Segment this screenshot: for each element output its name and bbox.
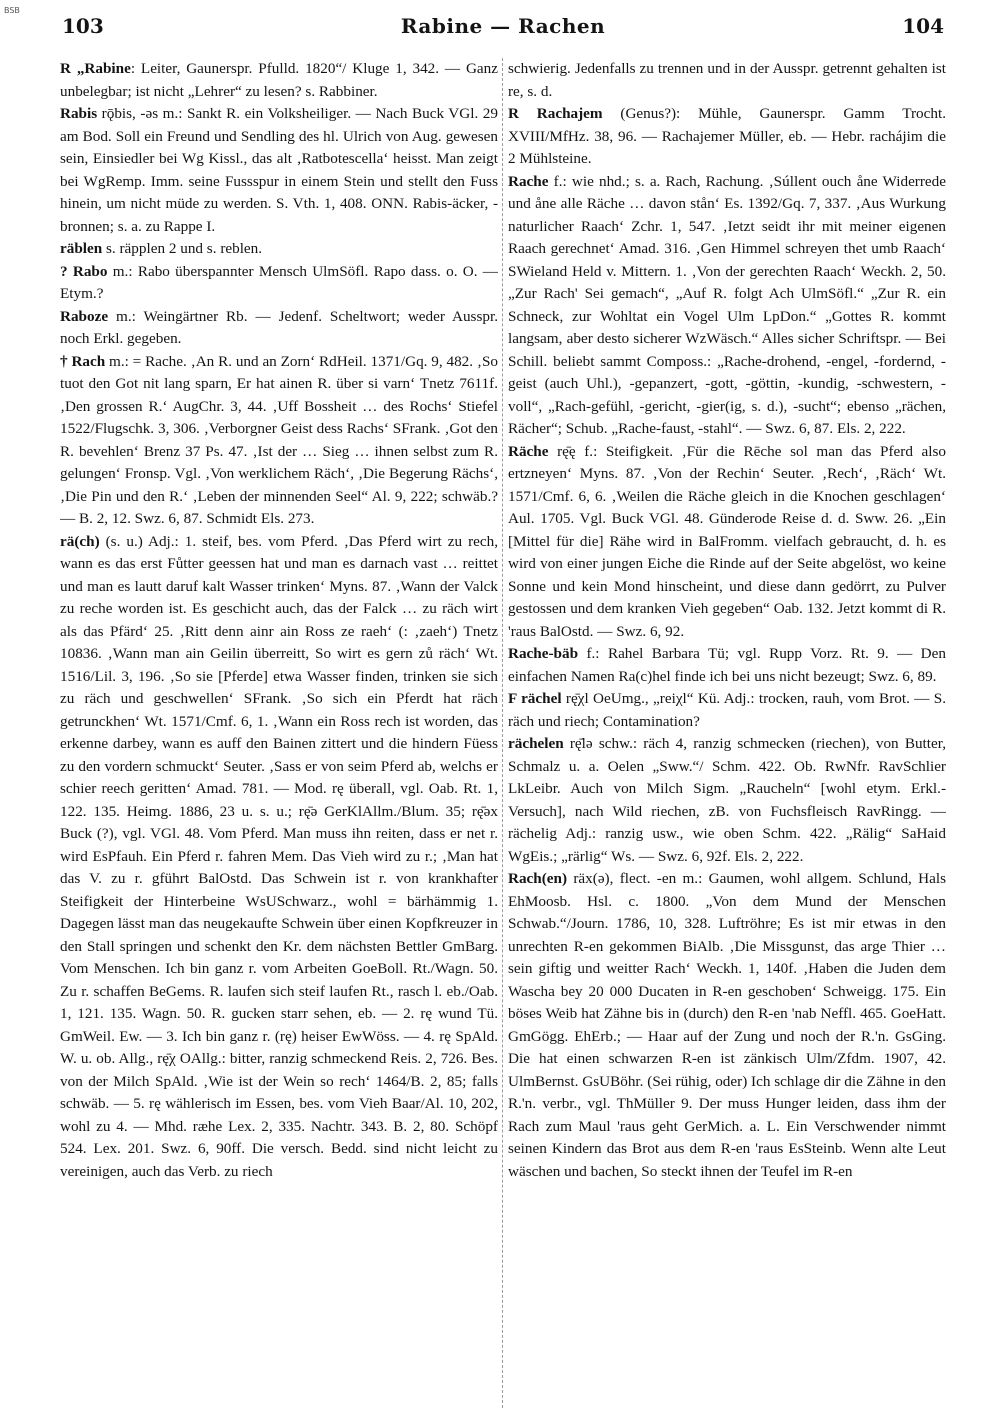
dictionary-entry [508, 441, 946, 644]
entry-text: rę̄χl OeUmg., „reiχl“ Kü. Adj.: trocken, rauh, vom Brot. — S. räch und riech; Contamination? [508, 690, 946, 730]
entry-lemma: Raboze [60, 307, 109, 325]
dictionary-entry [508, 643, 946, 688]
entry-text: f.: wie nhd.; s. a. Rach, Rachung. ‚Súllent ouch åne Widerrede und åne alle Räche … davon stån‘ Es. 1392/Gq. 7, 337. ‚Aus Wurkung naturlicher Raach‘ Zchr. 1, 547. ‚Ietzt seidt ihr mit meiner eigenen Raach gerechnet‘ Amad. 316. ‚Gen Himmel schreyen thet umb Raach‘ SWieland Held v. Mittern. 1. ‚Von der gerechten Raach‘ Weckh. 2, 50. „Zur Rach' Sei gemach“, „Auf R. folgt Ach UlmSöfl.“ „Zur R. ein Schneck, zur Wohltat ein Vogel Ulm LpDon.“ „Gottes R. kommt langsam, aber desto sicherer WzWäsch.“ Alles sicher Schriftspr. — Bei Schill. beliebt sammt Composs.: „Rache-drohend, -engel, -fordernd, -geist (auch Uhl.), -gepanzert, -gott, -göttin, -kundig, -schwestern, -voll“, „Rach-gefühl, -gericht, -gier(ig, s. d.), -sucht“; ebenso „rächen, Rächer“; Schub. „Rache-faust, -stahl“. — Swz. 6, 87. Els. 2, 222. [508, 172, 946, 437]
dictionary-entry [60, 351, 498, 531]
entry-text: schwierig. Jedenfalls zu trennen und in der Ausspr. getrennt gehalten ist re, s. d. [508, 60, 946, 100]
library-stamp: BSB [4, 6, 20, 15]
page-header [62, 14, 944, 44]
entry-lemma: † Rach [60, 352, 106, 370]
entry-lemma: Rach(en) [508, 870, 568, 887]
dictionary-entry [508, 103, 946, 171]
entry-text: f.: Rahel Barbara Tü; vgl. Rupp Vorz. Rt. 9. — Den einfachen Namen Ra(c)hel finde ich bei uns nicht bezeugt; Swz. 6, 89. [508, 645, 946, 685]
dictionary-entry [508, 733, 946, 868]
dictionary-entry [60, 238, 498, 261]
entry-text: rę̄lə schw.: räch 4, ranzig schmecken (riechen), von Butter, Schmalz u. a. Oelen „Sww.“/ Schm. 422. Ob. RwNfr. RavSchlier LkLeibr. Auch von Milch Sigm. „Raucheln“ [wohl etym. Erkl.-Versuch], nach Wild riechen, zB. von Fuchsfleisch RavRingg. — rächelig Adj.: ranzig usw., wie oben Schm. 422. „Rälig“ SaHaid WgEis.; „rärlig“ Ws. — Swz. 6, 92f. Els. 2, 222. [508, 735, 946, 865]
entry-lemma: Rache-bäb [508, 645, 579, 662]
dictionary-entry [60, 306, 498, 351]
page-number-right: 104 [902, 14, 944, 38]
entry-lemma: F rächel [508, 690, 562, 707]
column-divider [502, 58, 503, 1408]
entry-text: (Genus?): Mühle, Gaunerspr. Gamm Trocht. XVIII/MfHz. 38, 96. — Rachajemer Müller, eb. — Hebr. rachájim die 2 Mühlsteine. [508, 105, 946, 167]
entry-text: rę̄ę f.: Steifigkeit. ‚Für die Rēche sol man das Pferd also ertzneyen‘ Myns. 87. ‚Von der Rechin‘ Seuter. ‚Rech‘, ‚Räch‘ Wt. 1571/Cmf. 6, 6. ‚Weilen die Räche gleich in die Knochen geschlagen‘ Aul. 1705. Vgl. Buck VGl. 48. Günderode Reise d. d. Sww. 26. „Ein [Mittel für die] Rähe wird in BalFromm. vielfach gebraucht, d. h. es wird von einer jungen Eiche die Rinde auf der Seite abgelöst, wo keine Sonne und kein Mond hinscheint, und diese dann gedörrt, zu Pulver gestossen und dem kranken Vieh gegeben“ Oab. 132. Jetzt kommt di R. 'raus BalOstd. — Swz. 6, 92. [508, 442, 946, 640]
dictionary-entry [60, 531, 498, 1184]
dictionary-entry [508, 171, 946, 441]
entry-lemma: ? Rabo [60, 262, 108, 280]
entry-lemma: rä(ch) [60, 532, 100, 550]
entry-text: s. räpplen 2 und s. reblen. [102, 240, 263, 257]
entry-lemma: Rache [508, 172, 549, 190]
entry-text: rǭbis, -əs m.: Sankt R. ein Volksheiliger. — Nach Buck VGl. 29 am Bod. Soll ein Freund und Sendling des hl. Ulrich von Aug. gewesen sein, Einsiedler bei Wg Kissl., das alt ‚Ratbotescella‘ heisst. Man zeigt bei WgRemp. Imm. seine Fussspur in einem Stein und stellt den Fuss hinein, um nicht müde zu werden. S. Vth. 1, 408. ONN. Rabis-äcker, -bronnen; s. a. zu Rappe I. [60, 105, 498, 235]
dictionary-entry [60, 58, 498, 103]
dictionary-entry [508, 868, 946, 1183]
left-column [60, 58, 498, 1408]
entry-text: m.: = Rache. ‚An R. und an Zorn‘ RdHeil. 1371/Gq. 9, 482. ‚So tuot den Got nit lang sparn, Er hat ainen R. über si varn‘ Tnetz 7611f. ‚Den grossen R.‘ AugChr. 3, 44. ‚Uff Bossheit … des Rochs‘ Stiefel 1522/Flugschk. 3, 306. ‚Verborgner Geist dess Rachs‘ SFrank. ‚Got den R. bevehlen‘ Brenz 37 Ps. 47. ‚Ist der … Sieg … ihnen selbst zum R. gelungen‘ Fronsp. Vgl. ‚Von werklichem Räch‘, ‚Die Begerung Rächs‘, ‚Die Pin und den R.‘ ‚Leben der minnenden Seel“ Al. 9, 222; schwäb.? — B. 2, 12. Swz. 6, 87. Schmidt Els. 273. [60, 352, 498, 527]
dictionary-entry [508, 58, 946, 103]
entry-text: (s. u.) Adj.: 1. steif, bes. vom Pferd. ‚Das Pferd wirt zu rech, wann es das erst Fůtter geessen hat und man es darnach vast … reittet und man es lautt daruf kalt Wasser trinken‘ Myns. 87. ‚Wann der Valck zu reche worden ist. Es geschicht auch, das der Falck … zu räch wirt als das Pfärd‘ 25. ‚Ritt denn ainr ain Ross ze raeh‘ (: ‚zaeh‘) Tnetz 10836. ‚Wann man ain Geilin überreitt, So wirt es gern zů räch‘ Wt. 1516/Lil. 3, 196. ‚So sie [Pferde] etwa Wasser finden, trinken sie sich zu räch und geschwellen‘ SFrank. ‚So sich ein Pferdt hat räch getrunckhen‘ Wt. 1571/Cmf. 6, 1. ‚Wann ein Ross rech ist worden, das erkenne darbey, wann es auff den Bainen zittert und die hindern Füess zu den vordern schmuckt‘ Seuter. ‚Sass er von seim Pferd ab, welchs er schier reech geritten‘ Amad. 781. — Mod. rę überall, vgl. Oab. Rt. 1, 122. 135. Heimg. 1886, 23 u. s. u.; rę̄ə GerKlAllm./Blum. 35; rę̄əx Buck (?), vgl. VGl. 48. Vom Pferd. Man muss ihn reiten, dass er net r. wird EsPfauh. Ein Pferd r. fahren Mem. Das Vieh wird zu r.; ‚Man hat das V. zu r. gführt BalOstd. Das Schwein ist r. von krankhafter Steifigkeit der Hinterbeine WsUSchwarz., wohl = bärhämmig 1. Dagegen lässt man das neugekaufte Schwein über einen Kopfkreuzer in den Stall springen und schenkt den Kr. dem nächsten Bettler GmBarg. Vom Menschen. Ich bin ganz r. vom Arbeiten GoeBoll. Rt./Wagn. 50. Zu r. schaffen BeGems. R. laufen sich steif laufen Rt., rasch l. eb./Oab. 1, 121. 135. Wagn. 50. R. gucken starr sehen, eb. — 2. rę wund Tü. GmWeil. Ew. — 3. Ich bin ganz r. (rę) heiser EwWöss. — 4. rę SpAld. W. u. ob. Allg., rę̄χ OAllg.: bitter, ranzig schmeckend Reis. 2, 726. Bes. von der Milch SpAld. ‚Wie ist der Wein so rech‘ 1464/B. 2, 85; falls schwäb. — 5. rę wählerisch im Essen, bes. vom Vieh Baar/Al. 10, 202, wohl zu 4. — Mhd. ræhe Lex. 2, 335. Nachtr. 343. B. 2, 80. Schöpf 524. Lex. 201. Swz. 6, 90ff. Die versch. Bedd. sind nicht leicht zu vereinigen, auch das Verb. zu riech [60, 532, 498, 1180]
entry-lemma: räblen [60, 240, 103, 257]
entry-lemma: Rabis [60, 105, 98, 122]
entry-lemma: Räche [508, 442, 549, 460]
entry-lemma: R Rachajem [508, 105, 603, 122]
entry-text: : Leiter, Gaunerspr. Pfulld. 1820“/ Kluge 1, 342. — Ganz unbelegbar; ist nicht „Lehrer“ zu lesen? s. Rabbiner. [60, 60, 498, 100]
right-column [508, 58, 946, 1408]
entry-lemma: rächelen [508, 735, 564, 752]
dictionary-entry [508, 688, 946, 733]
entry-text: m.: Rabo überspannter Mensch UlmSöfl. Rapo dass. o. O. — Etym.? [60, 262, 498, 302]
entry-lemma: R „Rabine [60, 60, 131, 77]
entry-text: m.: Weingärtner Rb. — Jedenf. Scheltwort; weder Ausspr. noch Erkl. gegeben. [60, 307, 498, 347]
entry-text: räx(ə), flect. -en m.: Gaumen, wohl allgem. Schlund, Hals EhMoosb. Hsl. c. 1800. „Von dem Mund der Menschen Schwab.“/Journ. 1786, 10, 328. Luftröhre; Es ist mir etwas in den unrechten R-en gekommen BiAlb. ‚Die Missgunst, das arge Thier … sein giftig und weitter Rach‘ Weckh. 1, 140f. ‚Haben die Juden dem Wascha bey 20 000 Ducaten in R-en geschoben‘ Schweigg. 175. Ein böses Weib hat Zähne bis in (durch) den R-en 'nab Neffl. 465. GoeHatt. GmGögg. EhErb.; — Haar auf der Zung und noch der R.'n. GsGing. Die hat einen schwarzen R-en ist zänkisch Ulm/Zfdm. 1907, 42. UlmBernst. GsUBöhr. (Sei rühig, oder) Ich schlage dir die Zähne in den R.'n. verbr., vgl. ThMüller 9. Der muss Hunger leiden, dass ihm der Rach zum Maul 'raus geht GerMich. a. L. Ein Verschwender nimmt seinen Kindern das Brot aus dem R-en 'raus EsSteinb. Wenn alte Leut wäschen und bachen, So steckt ihnen der Teufel im R-en [508, 870, 946, 1180]
page-number-left: 103 [62, 14, 104, 38]
dictionary-entry [60, 261, 498, 306]
dictionary-entry [60, 103, 498, 238]
running-title: Rabine — Rachen [400, 14, 606, 38]
